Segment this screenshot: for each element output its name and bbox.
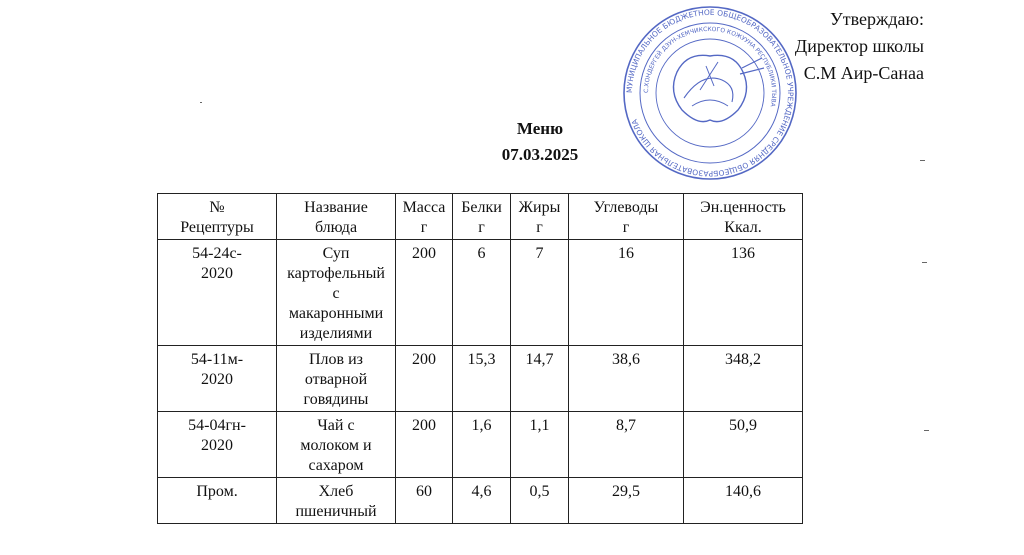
header-protein: Белки г bbox=[453, 194, 511, 240]
stamp-inner-text: С.ХОНДЕРГЕЙ ДЗУН-ХЕМЧИКСКОГО КОЖУУНА РЕСПУБЛИКИ ТЫВА bbox=[642, 25, 778, 108]
cell-carbs: 29,5 bbox=[569, 478, 684, 524]
header-carbs: Углеводы г bbox=[569, 194, 684, 240]
table-row bbox=[158, 412, 803, 478]
approval-label: Утверждаю: bbox=[829, 9, 924, 29]
cell-mass: 200 bbox=[396, 240, 453, 346]
approval-signatory: С.М Аир-Санаа bbox=[803, 63, 924, 83]
menu-date: 07.03.2025 bbox=[501, 145, 579, 164]
scan-speck bbox=[922, 262, 927, 263]
cell-dish-name: Хлеб пшеничный bbox=[277, 478, 396, 524]
scan-speck bbox=[200, 102, 202, 103]
cell-protein: 4,6 bbox=[453, 478, 511, 524]
menu-heading: Меню bbox=[516, 119, 564, 138]
cell-dish-name: Плов из отварной говядины bbox=[277, 346, 396, 412]
school-seal-stamp bbox=[622, 2, 798, 184]
stamp-emblem bbox=[673, 55, 746, 121]
stamp-outer-text: МУНИЦИПАЛЬНОЕ БЮДЖЕТНОЕ ОБЩЕОБРАЗОВАТЕЛЬНОЕ УЧРЕЖДЕНИЕ СРЕДНЯЯ ОБЩЕОБРАЗОВАТЕЛЬНАЯ ШКОЛА bbox=[624, 7, 796, 179]
menu-table bbox=[157, 193, 803, 524]
cell-carbs: 8,7 bbox=[569, 412, 684, 478]
cell-protein: 6 bbox=[453, 240, 511, 346]
cell-recipe: 54-04гн- 2020 bbox=[158, 412, 277, 478]
cell-recipe: 54-11м- 2020 bbox=[158, 346, 277, 412]
header-fat: Жиры г bbox=[511, 194, 569, 240]
cell-carbs: 16 bbox=[569, 240, 684, 346]
stamp-inner-ring bbox=[656, 39, 764, 147]
cell-fat: 0,5 bbox=[511, 478, 569, 524]
table-row bbox=[158, 346, 803, 412]
cell-fat: 1,1 bbox=[511, 412, 569, 478]
cell-protein: 15,3 bbox=[453, 346, 511, 412]
cell-dish-name: Суп картофельный с макаронными изделиями bbox=[277, 240, 396, 346]
cell-mass: 200 bbox=[396, 346, 453, 412]
cell-recipe: 54-24с- 2020 bbox=[158, 240, 277, 346]
cell-recipe: Пром. bbox=[158, 478, 277, 524]
cell-fat: 7 bbox=[511, 240, 569, 346]
table-row bbox=[158, 240, 803, 346]
header-recipe: № Рецептуры bbox=[158, 194, 277, 240]
stamp-middle-ring bbox=[640, 23, 780, 163]
table-header-row bbox=[158, 194, 803, 240]
cell-carbs: 38,6 bbox=[569, 346, 684, 412]
header-dish-name: Название блюда bbox=[277, 194, 396, 240]
approval-block bbox=[795, 6, 924, 87]
cell-mass: 200 bbox=[396, 412, 453, 478]
cell-energy: 50,9 bbox=[684, 412, 803, 478]
table-row bbox=[158, 478, 803, 524]
cell-energy: 140,6 bbox=[684, 478, 803, 524]
scan-speck bbox=[924, 430, 929, 431]
approval-position: Директор школы bbox=[794, 36, 924, 56]
cell-energy: 348,2 bbox=[684, 346, 803, 412]
cell-dish-name: Чай с молоком и сахаром bbox=[277, 412, 396, 478]
header-mass: Масса г bbox=[396, 194, 453, 240]
menu-title bbox=[440, 116, 640, 168]
cell-protein: 1,6 bbox=[453, 412, 511, 478]
cell-mass: 60 bbox=[396, 478, 453, 524]
header-energy: Эн.ценность Ккал. bbox=[684, 194, 803, 240]
cell-energy: 136 bbox=[684, 240, 803, 346]
scan-speck bbox=[920, 160, 925, 161]
cell-fat: 14,7 bbox=[511, 346, 569, 412]
